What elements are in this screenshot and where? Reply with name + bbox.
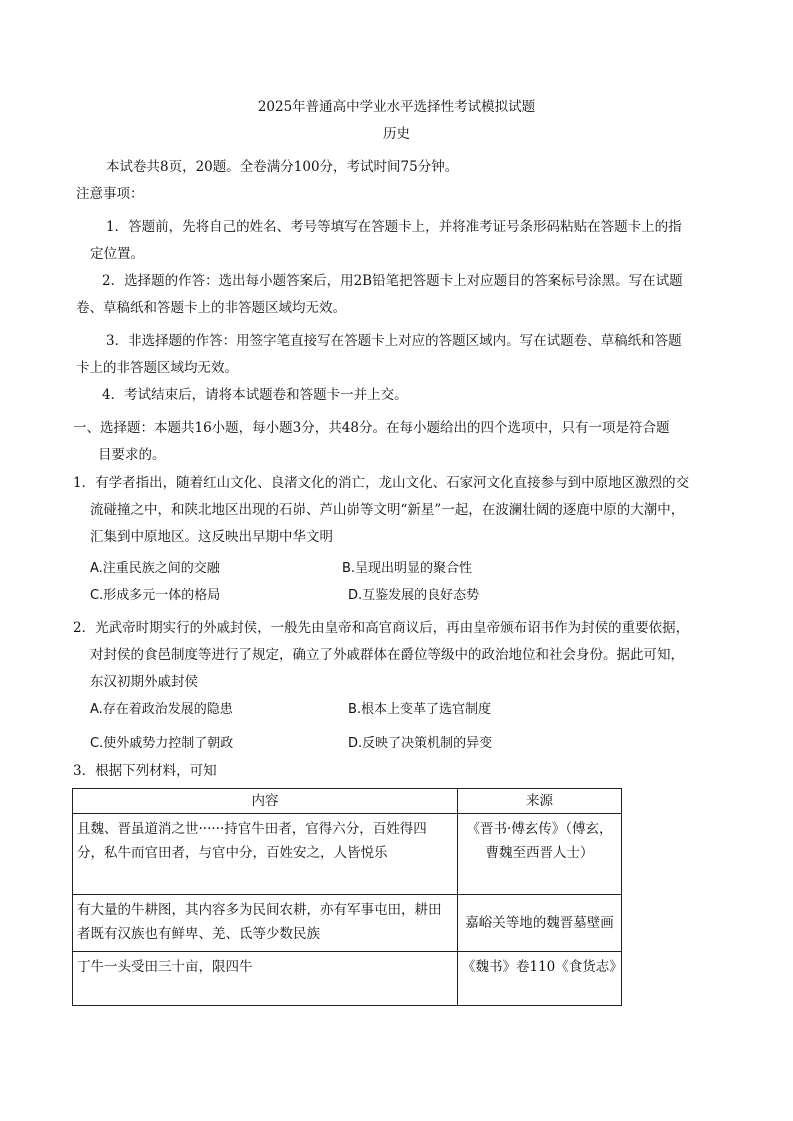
notice-item-4: 4．考试结束后，请将本试题卷和答题卡一并上交。 (102, 387, 408, 403)
notice-item-3-cont: 卡上的非答题区域均无效。 (76, 360, 238, 376)
question-2-option-c: C.使外戚势力控制了朝政 (90, 736, 234, 751)
question-2-stem: 2．光武帝时期实行的外戚封侯，一般先由皇帝和高官商议后，再由皇帝颁布诏书作为封侯的重要依据， (73, 620, 690, 636)
table-header-content: 内容 (73, 789, 458, 814)
table-row (73, 814, 622, 895)
section-heading: 一、选择题：本题共16小题，每小题3分，共48分。在每小题给出的四个选项中，只有一项是符合题 (73, 420, 670, 436)
section-heading-cont: 目要求的。 (98, 447, 166, 463)
exam-title: 2025年普通高中学业水平选择性考试模拟试题 (257, 99, 536, 115)
question-1-option-c: C.形成多元一体的格局 (90, 588, 221, 603)
question-2-stem-3: 东汉初期外戚封侯 (90, 674, 198, 690)
question-1-stem: 1．有学者指出，随着红山文化、良渚文化的消亡，龙山文化、石家河文化直接参与到中原地区激烈的交 (73, 475, 690, 491)
question-2-option-d: D.反映了决策机制的异变 (348, 736, 493, 751)
table-row (73, 895, 622, 952)
question-1-option-b: B.呈现出明显的聚合性 (342, 561, 473, 576)
question-2-option-b: B.根本上变革了选官制度 (348, 702, 492, 717)
notice-item-2-cont: 卷、草稿纸和答题卡上的非答题区域均无效。 (76, 300, 346, 316)
question-2-stem-2: 对封侯的食邑制度等进行了规定，确立了外戚群体在爵位等级中的政治地位和社会身份。据此可知， (90, 647, 684, 663)
subject-title: 历史 (383, 126, 410, 142)
table-header-row (73, 789, 622, 814)
table-cell-content: 丁牛一头受田三十亩，限四牛 (73, 952, 458, 1006)
exam-intro: 本试卷共8页，20题。全卷满分100分，考试时间75分钟。 (106, 159, 459, 175)
table-cell-content: 有大量的牛耕图，其内容多为民间农耕，亦有军事屯田，耕田者既有汉族也有鲜卑、羌、氐等少数民族 (73, 895, 458, 952)
notice-item-3: 3．非选择题的作答：用签字笔直接写在答题卡上对应的答题区域内。写在试题卷、草稿纸和答题 (106, 333, 682, 349)
notice-heading: 注意事项： (76, 186, 144, 202)
question-1-option-a: A.注重民族之间的交融 (90, 561, 220, 576)
notice-item-2: 2．选择题的作答：选出每小题答案后，用2B铅笔把答题卡上对应题目的答案标号涂黑。写在试题 (102, 273, 683, 289)
table-cell-content: 且魏、晋虽道消之世······持官牛田者，官得六分，百姓得四分，私牛而官田者，与官中分，百姓安之，人皆悦乐 (73, 814, 458, 895)
question-3-stem: 3．根据下列材料，可知 (73, 763, 217, 779)
table-header-source: 来源 (458, 789, 622, 814)
table-cell-source: 《晋书·傅玄传》（傅玄，曹魏至西晋人士） (458, 814, 622, 895)
notice-item-1-cont: 定位置。 (90, 246, 144, 262)
question-1-option-d: D.互鉴发展的良好态势 (348, 588, 480, 603)
question-1-stem-2: 流碰撞之中，和陕北地区出现的石峁、芦山峁等文明“新星”一起，在波澜壮阔的逐鹿中原的大潮中， (90, 502, 685, 518)
question-2-option-a: A.存在着政治发展的隐患 (90, 702, 233, 717)
table-cell-source: 《魏书》卷110《食货志》 (458, 952, 622, 1006)
table-row (73, 952, 622, 1006)
notice-item-1: 1．答题前，先将自己的姓名、考号等填写在答题卡上，并将准考证号条形码粘贴在答题卡上的指 (106, 219, 682, 235)
source-table (72, 788, 622, 1006)
table-cell-source: 嘉峪关等地的魏晋墓壁画 (458, 895, 622, 952)
question-1-stem-3: 汇集到中原地区。这反映出早期中华文明 (90, 529, 333, 545)
